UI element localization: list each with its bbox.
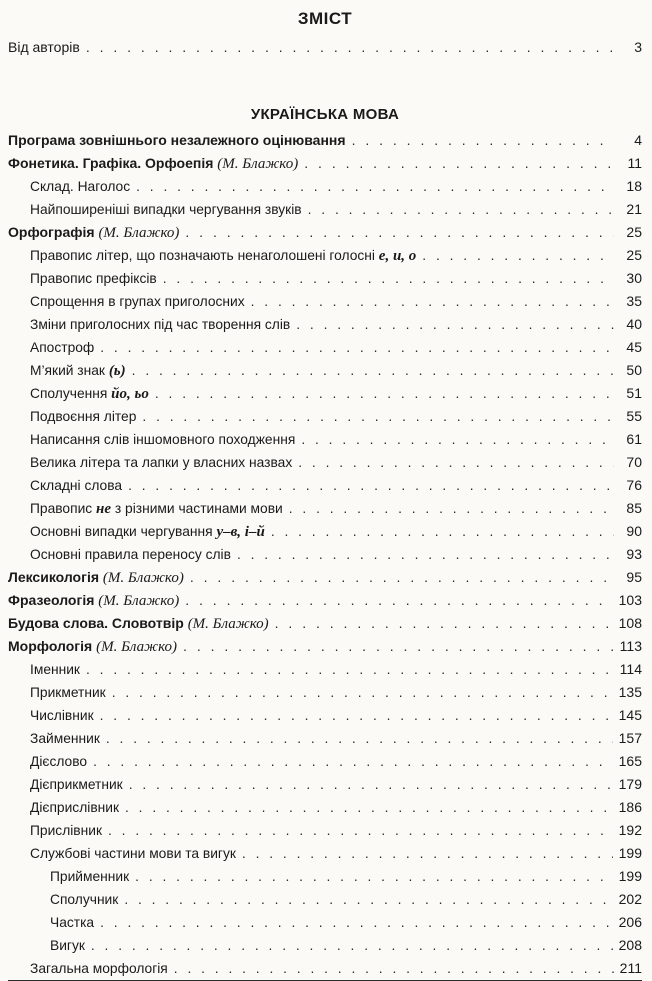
toc-entry[interactable] xyxy=(8,221,642,244)
toc-entry-title xyxy=(30,428,295,451)
leader-dots xyxy=(125,796,613,819)
toc-entry-title-part: е, и, о xyxy=(378,248,417,264)
toc-entry-title-part: Загальна морфологія xyxy=(30,961,168,976)
toc-entry-page: 135 xyxy=(618,684,642,700)
toc-entry-page: 51 xyxy=(626,385,642,401)
toc-entry-page: 186 xyxy=(618,799,642,815)
toc-entry-title-part: Правопис літер, що позначають ненаголошені голосні xyxy=(30,248,379,263)
toc-entry-title-part: Вигук xyxy=(50,938,85,953)
toc-entry[interactable] xyxy=(8,451,642,474)
toc-entry-title-part: Будова слова. Словотвір xyxy=(8,615,188,631)
toc-entry[interactable] xyxy=(8,428,642,451)
toc-entry-title-part: (М. Блажко) xyxy=(98,593,180,609)
toc-entry-title xyxy=(30,543,231,566)
toc-entry-title-part: Склад. Наголос xyxy=(30,179,131,194)
leader-dots xyxy=(308,198,614,221)
toc-entry-title-part: Апостроф xyxy=(30,340,95,355)
toc-entry-title xyxy=(30,842,236,865)
leader-dots xyxy=(136,175,614,198)
toc-entry-page: 113 xyxy=(619,638,642,654)
toc-entry[interactable] xyxy=(8,842,642,865)
toc-entry-page: 192 xyxy=(618,822,642,838)
toc-entry-title-part: (М. Блажко) xyxy=(96,639,178,655)
toc-entry-title-part: Прийменник xyxy=(50,869,130,884)
leader-dots xyxy=(185,221,614,244)
toc-entry-title-part: Дієслово xyxy=(30,754,88,769)
toc-entry-title xyxy=(30,290,245,313)
leader-dots xyxy=(298,451,614,474)
toc-entry-page: 3 xyxy=(634,39,642,55)
leader-dots xyxy=(124,888,612,911)
toc-entry-page: 199 xyxy=(618,845,642,861)
leader-dots xyxy=(129,773,613,796)
leader-dots xyxy=(275,612,613,635)
toc-entry-title xyxy=(30,198,302,221)
toc-entry-title xyxy=(30,175,130,198)
toc-entry[interactable] xyxy=(8,175,642,198)
toc-entry[interactable] xyxy=(8,520,642,543)
toc-entry-title-part: Дієприкметник xyxy=(30,777,123,792)
leader-dots xyxy=(128,474,614,497)
toc-entry-page: 40 xyxy=(626,316,642,332)
toc-entry-page: 70 xyxy=(626,454,642,470)
toc-entry-title xyxy=(30,520,265,544)
toc-entry-title: Від авторів xyxy=(8,39,80,55)
leader-dots xyxy=(251,290,614,313)
toc-heading: ЗМІСТ xyxy=(297,9,353,28)
toc-entry-title xyxy=(30,474,122,497)
toc-entry[interactable] xyxy=(8,267,642,290)
leader-dots xyxy=(422,244,614,267)
toc-entry-intro[interactable] xyxy=(8,36,642,59)
leader-dots xyxy=(163,267,614,290)
leader-dots xyxy=(242,842,613,865)
toc-entry-page: 11 xyxy=(627,155,642,171)
toc-entry[interactable] xyxy=(8,957,642,981)
toc-entry-title-part: з різними частинами мови xyxy=(111,501,283,516)
leader-dots xyxy=(289,497,614,520)
toc-entry-title-part: (М. Блажко) xyxy=(98,225,180,241)
toc-entry[interactable] xyxy=(8,290,642,313)
leader-dots xyxy=(86,658,614,681)
toc-entry[interactable] xyxy=(8,129,642,152)
toc-entry-title xyxy=(30,267,157,290)
toc-entry-title xyxy=(50,934,85,957)
toc-entry-page: 95 xyxy=(626,569,642,585)
leader-dots xyxy=(135,865,612,888)
toc-entry-title xyxy=(30,681,106,704)
toc-entry[interactable] xyxy=(8,497,642,520)
toc-entry-title-part: Орфографія xyxy=(8,224,99,240)
toc-entry-title-part: Фонетика. Графіка. Орфоепія xyxy=(8,155,218,171)
section-spacer xyxy=(8,59,642,101)
toc-entry-title xyxy=(8,129,346,152)
toc-entry[interactable] xyxy=(8,911,642,934)
toc-entry-page: 18 xyxy=(626,178,642,194)
toc-entry-page: 21 xyxy=(626,201,642,217)
toc-entry-title-part: Частка xyxy=(50,915,95,930)
toc-entry-page: 199 xyxy=(618,868,642,884)
toc-entry-title xyxy=(8,612,269,636)
leader-dots xyxy=(237,543,614,566)
toc-entry-page: 206 xyxy=(618,914,642,930)
toc-entry-title-part: Спрощення в групах приголосних xyxy=(30,294,245,309)
toc-entry-title xyxy=(30,405,136,428)
toc-entry-page: 25 xyxy=(626,224,642,240)
toc-entry[interactable] xyxy=(8,405,642,428)
toc-entry-page: 76 xyxy=(626,477,642,493)
toc-entry-page: 157 xyxy=(618,730,642,746)
toc-entry-page: 35 xyxy=(626,293,642,309)
toc-entry-title xyxy=(30,957,168,980)
toc-entry-title-part: Подвоєння літер xyxy=(30,409,137,424)
leader-dots xyxy=(352,129,614,152)
toc-entry[interactable] xyxy=(8,244,642,267)
leader-dots xyxy=(108,819,613,842)
toc-entry-title xyxy=(50,888,118,911)
toc-entry-page: 25 xyxy=(626,247,642,263)
toc-entry[interactable] xyxy=(8,934,642,957)
toc-entry-title-part: Зміни приголосних під час творення слів xyxy=(30,317,291,332)
toc-entry[interactable] xyxy=(8,336,642,359)
toc-entry[interactable] xyxy=(8,796,642,819)
toc-entry-title-part: Лексикологія xyxy=(8,569,103,585)
toc-entry[interactable] xyxy=(8,382,642,405)
toc-entry-page: 55 xyxy=(626,408,642,424)
leader-dots xyxy=(93,750,613,773)
toc-entry-page: 211 xyxy=(619,960,642,976)
toc-entry-title-part: Прислівник xyxy=(30,823,103,838)
toc-entry[interactable] xyxy=(8,474,642,497)
toc-entry-title-part: Основні правила переносу слів xyxy=(30,547,231,562)
toc-entry-page: 30 xyxy=(626,270,642,286)
toc-entry-title-part: Числівник xyxy=(30,708,94,723)
toc-entry-title xyxy=(30,451,292,474)
toc-entry[interactable] xyxy=(8,865,642,888)
toc-entry-title-part: Займенник xyxy=(30,731,100,746)
toc-entry-page: 202 xyxy=(618,891,642,907)
toc-entry-title xyxy=(30,658,80,681)
toc-entry-title-part: Морфологія xyxy=(8,638,97,654)
toc-entry-page: 4 xyxy=(634,132,642,148)
toc-entry[interactable] xyxy=(8,819,642,842)
toc-entry-title-part: у–в, і–й xyxy=(216,524,265,540)
toc-entry[interactable] xyxy=(8,589,642,612)
toc-entry-title xyxy=(30,773,123,796)
toc-entry-title xyxy=(30,359,126,383)
leader-dots xyxy=(86,36,614,59)
leader-dots xyxy=(100,911,613,934)
leader-dots xyxy=(91,934,613,957)
toc-entry-title xyxy=(8,589,179,613)
toc-entry-title-part: Службові частини мови та вигук xyxy=(30,846,236,861)
toc-entry[interactable] xyxy=(8,313,642,336)
toc-entry-title xyxy=(8,635,177,659)
toc-entry-title xyxy=(8,566,184,590)
leader-dots xyxy=(183,635,614,658)
leader-dots xyxy=(174,957,614,980)
toc-entry-title xyxy=(30,796,119,819)
toc-entry-page: 90 xyxy=(626,523,642,539)
leader-dots xyxy=(132,359,614,382)
toc-entry[interactable] xyxy=(8,681,642,704)
toc-entry-page: 179 xyxy=(618,776,642,792)
toc-entry[interactable] xyxy=(8,888,642,911)
toc-entry-title-part: не xyxy=(96,501,112,517)
toc-entry[interactable] xyxy=(8,727,642,750)
leader-dots xyxy=(271,520,614,543)
toc-entry-page: 145 xyxy=(618,707,642,723)
leader-dots xyxy=(185,589,612,612)
toc-entry[interactable] xyxy=(8,198,642,221)
toc-entry-title-part: Дієприслівник xyxy=(30,800,120,815)
toc-entry-title-part: Правопис xyxy=(30,501,97,516)
toc-entry-title-part: Сполучник xyxy=(50,892,119,907)
toc-entry-title-part: йо, ьо xyxy=(111,386,149,402)
toc-entry-title xyxy=(30,313,290,336)
toc-entry-title xyxy=(30,704,94,727)
toc-entry-page: 45 xyxy=(626,339,642,355)
toc-entry-page: 85 xyxy=(626,500,642,516)
toc-entry[interactable] xyxy=(8,704,642,727)
toc-entry-title-part: Правопис префіксів xyxy=(30,271,157,286)
toc-entry-title-part: Велика літера та лапки у власних назвах xyxy=(30,455,293,470)
toc-entry-title-part: (М. Блажко) xyxy=(102,570,184,586)
toc-entry-title-part: (М. Блажко) xyxy=(217,156,299,172)
toc-entry-title xyxy=(30,244,416,268)
toc-entry-title-part: М’який знак xyxy=(30,363,109,378)
toc-entry[interactable] xyxy=(8,635,642,658)
leader-dots xyxy=(100,704,613,727)
toc-entry-title xyxy=(50,865,129,888)
leader-dots xyxy=(301,428,614,451)
leader-dots xyxy=(100,336,614,359)
toc-entry-page: 103 xyxy=(618,592,642,608)
leader-dots xyxy=(142,405,614,428)
toc-entry-title xyxy=(30,750,87,773)
toc-entry-title xyxy=(30,382,149,406)
toc-entry[interactable] xyxy=(8,750,642,773)
toc-entry-title xyxy=(30,819,102,842)
toc-entry[interactable] xyxy=(8,566,642,589)
leader-dots xyxy=(155,382,614,405)
toc-entry[interactable] xyxy=(8,543,642,566)
toc-entry-title xyxy=(30,727,100,750)
leader-dots xyxy=(304,152,614,175)
toc-entry-title xyxy=(8,152,298,176)
toc-entry[interactable] xyxy=(8,773,642,796)
toc-entry-page: 61 xyxy=(626,431,642,447)
toc-entry-title-part: Прикметник xyxy=(30,685,106,700)
leader-dots xyxy=(112,681,613,704)
toc-entry-title-part: (ь) xyxy=(108,363,126,379)
toc-entry-page: 165 xyxy=(618,753,642,769)
toc-entry-page: 208 xyxy=(618,937,642,953)
leader-dots xyxy=(190,566,614,589)
toc-entry-title-part: Програма зовнішнього незалежного оцінювання xyxy=(8,132,346,148)
toc-entry[interactable] xyxy=(8,658,642,681)
toc-entry[interactable] xyxy=(8,359,642,382)
toc-entry[interactable] xyxy=(8,612,642,635)
toc-entry-title-part: Найпоширеніші випадки чергування звуків xyxy=(30,202,302,217)
toc-entry-title-part: Складні слова xyxy=(30,478,123,493)
leader-dots xyxy=(296,313,614,336)
toc-entry-page: 108 xyxy=(618,615,642,631)
toc-entry-title xyxy=(8,221,179,245)
toc-entry-page: 114 xyxy=(619,661,642,677)
toc-entry-page: 93 xyxy=(626,546,642,562)
toc-entry-title-part: Іменник xyxy=(30,662,80,677)
toc-entry-title xyxy=(30,336,94,359)
toc-list xyxy=(8,129,642,981)
toc-entry-title-part: Основні випадки чергування xyxy=(30,524,217,539)
toc-entry-title xyxy=(30,497,283,521)
toc-entry-title-part: (М. Блажко) xyxy=(187,616,269,632)
toc-entry-title xyxy=(50,911,94,934)
section-title: УКРАЇНСЬКА МОВА xyxy=(250,106,400,123)
toc-entry-title-part: Сполучення xyxy=(30,386,112,401)
toc-entry-title-part: Написання слів іншомовного походження xyxy=(30,432,296,447)
toc-entry-page: 50 xyxy=(626,362,642,378)
leader-dots xyxy=(106,727,613,750)
toc-entry-title-part: Фразеологія xyxy=(8,592,99,608)
toc-entry[interactable] xyxy=(8,152,642,175)
